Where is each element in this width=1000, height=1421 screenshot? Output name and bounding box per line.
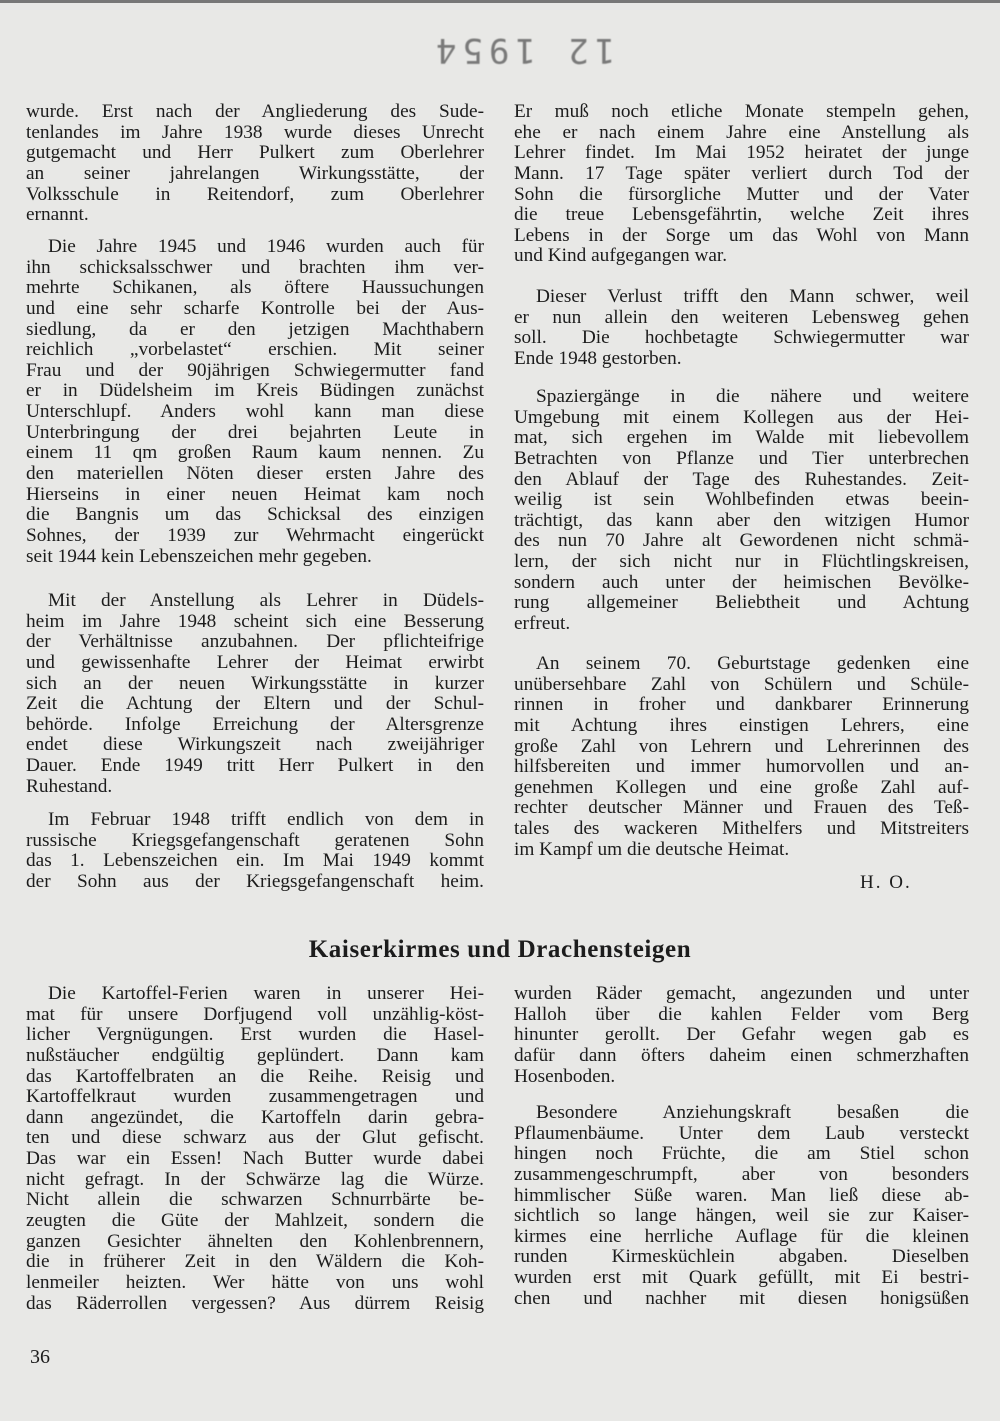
text-line: Dauer. Ende 1949 tritt Herr Pulkert in den	[26, 755, 484, 777]
text-line: mehrte Schikanen, als öftere Haussuchungen	[26, 277, 484, 299]
text-line: Unterbringung der drei bejahrten Leute in	[26, 421, 484, 443]
text-line: unübersehbare Zahl von Schülern und Schüle-	[514, 673, 969, 695]
text-line: Hosenboden.	[514, 1065, 616, 1087]
text-line: hinunter gerollt. Der Gefahr wegen gab es	[514, 1024, 969, 1046]
text-line: tenlandes im Jahre 1938 wurde dieses Unrecht	[26, 121, 484, 143]
text-line: behörde. Infolge Erreichung der Altersgrenze	[26, 713, 484, 735]
text-line: nicht gefragt. In der Schwärze lag die Würze.	[26, 1168, 484, 1190]
text-line: Spaziergänge in die nähere und weitere	[536, 386, 969, 407]
text-line: endet diese Wirkungszeit nach zweijähriger	[26, 734, 484, 756]
text-line: ernannt.	[26, 204, 89, 226]
text-line: Halloh über die kahlen Felder vom Berg	[514, 1003, 969, 1025]
text-line: einem 11 qm großen Raum kaum nennen. Zu	[26, 442, 484, 464]
paragraph	[26, 984, 484, 1314]
text-line: nußstäucher endgültig geplündert. Dann kam	[26, 1044, 484, 1066]
text-line: er in Düdelsheim im Kreis Büdingen zunächst	[26, 380, 484, 402]
text-line: hilfsbereiten und immer humorvollen und an-	[514, 756, 969, 778]
text-line: das Räderrollen vergessen? Aus dürrem Reisig	[26, 1292, 484, 1314]
text-line: an seiner jahrelangen Wirkungsstätte, der	[26, 162, 484, 184]
text-line: zusammengeschrumpft, aber von besonders	[514, 1163, 969, 1185]
text-line: zeugten die Güte der Mahlzeit, sondern die	[26, 1210, 484, 1232]
text-line: Mit der Anstellung als Lehrer in Düdels-	[48, 590, 484, 611]
text-line: Im Februar 1948 trifft endlich von dem in	[48, 809, 484, 830]
text-line: seit 1944 kein Lebenszeichen mehr gegeben.	[26, 545, 372, 567]
text-line: wurden erst mit Quark gefüllt, mit Ei bestri-	[514, 1267, 969, 1289]
text-line: lern, der sich nicht nur in Flüchtlingskreisen,	[514, 551, 969, 573]
text-line: Lehrer findet. Im Mai 1952 heiratet der junge	[514, 142, 969, 164]
paragraph	[26, 810, 484, 893]
text-line: hingen noch Früchte, die am Stiel schon	[514, 1143, 969, 1165]
text-line: trächtigt, das kann aber den witzigen Humor	[514, 509, 969, 531]
paragraph	[514, 654, 969, 860]
text-line: den materiellen Nöten dieser ersten Jahre des	[26, 463, 484, 485]
text-line: rung allgemeiner Beliebtheit und Achtung	[514, 592, 969, 614]
paragraph	[26, 237, 484, 567]
text-line: und Kind aufgegangen war.	[514, 245, 728, 267]
text-line: heim im Jahre 1948 scheint sich eine Besserung	[26, 610, 484, 632]
text-line: die Bangnis um das Schicksal des einzigen	[26, 504, 484, 526]
text-line: die in früherer Zeit in den Wäldern die Koh-	[26, 1251, 484, 1273]
paragraph	[514, 984, 969, 1087]
text-line: dann angezündet, die Kartoffeln darin gebra-	[26, 1106, 484, 1128]
text-line: Er muß noch etliche Monate stempeln gehen,	[514, 101, 969, 122]
text-line: rinnen in froher und dankbarer Erinnerung	[514, 694, 969, 716]
text-line: lenmeiler heizten. Wer hätte von uns wohl	[26, 1271, 484, 1293]
text-line: genehmen Kollegen und eine große Zahl auf-	[514, 776, 969, 798]
page-top-edge	[0, 0, 1000, 3]
text-line: Dieser Verlust trifft den Mann schwer, weil	[536, 286, 969, 307]
text-line: sichtlich so lange hängen, weil sie zur Kaiser-	[514, 1205, 969, 1227]
text-line: Hierseins in einer neuen Heimat kam noch	[26, 483, 484, 505]
paragraph	[514, 287, 969, 370]
text-line: Mann. 17 Tage später verliert durch Tod der	[514, 162, 969, 184]
text-line: Die Jahre 1945 und 1946 wurden auch für	[48, 236, 484, 257]
text-line: Volksschule in Reitendorf, zum Oberlehrer	[26, 183, 484, 205]
text-line: sich an der neuen Wirkungsstätte in kurzer	[26, 672, 484, 694]
paragraph	[514, 1103, 969, 1309]
text-line: Betrachten von Pflanze und Tier unterbrechen	[514, 447, 969, 469]
text-line: wurden Räder gemacht, angezunden und unter	[514, 983, 969, 1004]
text-line: Umgebung mit einem Kollegen aus der Hei-	[514, 406, 969, 428]
text-line: weilig ist sein Wohlbefinden etwas beein-	[514, 489, 969, 511]
text-line: gutgemacht und Herr Pulkert zum Oberlehrer	[26, 142, 484, 164]
text-line: mit Achtung ihres einstigen Lehrers, eine	[514, 714, 969, 736]
paragraph	[514, 102, 969, 267]
text-line: dafür dann öfters daheim einen schmerzhaften	[514, 1044, 969, 1066]
text-line: himmlischer Süße waren. Man ließ diese ab-	[514, 1184, 969, 1206]
text-line: runden Kirmesküchlein abgaben. Dieselben	[514, 1246, 969, 1268]
date-stamp: 12 1954	[430, 30, 616, 70]
text-line: kirmes eine herrliche Auflage für die kleinen	[514, 1225, 969, 1247]
text-line: Das war ein Essen! Nach Butter wurde dabei	[26, 1148, 484, 1170]
text-line: den Ablauf der Tage des Ruhestandes. Zeit-	[514, 468, 969, 490]
paragraph	[26, 591, 484, 797]
text-line: Pflaumenbäume. Unter dem Laub versteckt	[514, 1122, 969, 1144]
text-line: er nun allein den weiteren Lebensweg gehen	[514, 306, 969, 328]
text-line: sondern auch unter der heimischen Bevölke-	[514, 571, 969, 593]
text-line: Frau und der 90jährigen Schwiegermutter fand	[26, 359, 484, 381]
page-number: 36	[30, 1346, 50, 1368]
text-line: das 1. Lebenszeichen ein. Im Mai 1949 kommt	[26, 850, 484, 872]
text-line: erfreut.	[514, 613, 571, 635]
text-line: Zeit die Achtung der Eltern und der Schul-	[26, 693, 484, 715]
text-line: im Kampf um die deutsche Heimat.	[514, 838, 790, 860]
text-line: Besondere Anziehungskraft besaßen die	[536, 1102, 969, 1123]
text-line: große Zahl von Lehrern und Lehrerinnen des	[514, 735, 969, 757]
text-line: siedlung, da er den jetzigen Machthabern	[26, 318, 484, 340]
text-line: chen und nachher mit diesen honigsüßen	[514, 1287, 969, 1309]
text-line: Sohn die fürsorgliche Mutter und der Vater	[514, 183, 969, 205]
text-line: die treue Lebensgefährtin, welche Zeit ihres	[514, 204, 969, 226]
text-line: das Kartoffelbraten an die Reihe. Reisig und	[26, 1065, 484, 1087]
paragraph	[514, 387, 969, 635]
text-line: Kartoffelkraut wurden zusammengetragen und	[26, 1086, 484, 1108]
text-line: Nicht allein die schwarzen Schnurrbärte be-	[26, 1189, 484, 1211]
text-line: und eine sehr scharfe Kontrolle bei der Aus-	[26, 297, 484, 319]
article-title: Kaiserkirmes und Drachensteigen	[308, 936, 692, 963]
text-line: ehe er nach einem Jahre eine Anstellung als	[514, 121, 969, 143]
text-line: ten und diese schwarz aus der Glut gefischt.	[26, 1127, 484, 1149]
text-line: licher Vergnügungen. Erst wurden die Hasel-	[26, 1024, 484, 1046]
text-line: Sohnes, der 1939 zur Wehrmacht eingerückt	[26, 524, 484, 546]
text-line: der Sohn aus der Kriegsgefangenschaft heim.	[26, 870, 484, 892]
text-line: soll. Die hochbetagte Schwiegermutter war	[514, 327, 969, 349]
text-line: und gewissenhafte Lehrer der Heimat erwirbt	[26, 651, 484, 673]
text-line: ihn schicksalsschwer und brachten ihm ver-	[26, 256, 484, 278]
text-line: ganzen Gesichter ähnelten den Kohlenbrennern,	[26, 1230, 484, 1252]
text-line: tales des wackeren Mithelfers und Mitstreiters	[514, 818, 969, 840]
text-line: der Verhältnisse anzubahnen. Der pflichteifrige	[26, 631, 484, 653]
author-signature: H. O.	[860, 872, 912, 893]
text-line: Die Kartoffel-Ferien waren in unserer Hei-	[48, 983, 484, 1004]
text-line: An seinem 70. Geburtstage gedenken eine	[536, 653, 969, 674]
text-line: Ruhestand.	[26, 775, 113, 797]
text-line: des nun 70 Jahre alt Gewordenen nicht schmä-	[514, 530, 969, 552]
paragraph	[26, 102, 484, 226]
text-line: russische Kriegsgefangenschaft geratenen Sohn	[26, 829, 484, 851]
text-line: wurde. Erst nach der Angliederung des Sude-	[26, 101, 484, 122]
text-line: rechter deutscher Männer und Frauen des Teß-	[514, 797, 969, 819]
text-line: Lebens in der Sorge um das Wohl von Mann	[514, 224, 969, 246]
text-line: mat für unsere Dorfjugend voll unzählig-köst-	[26, 1003, 484, 1025]
text-line: mat, sich ergehen im Walde mit liebevollem	[514, 427, 969, 449]
text-line: reichlich „vorbelastet“ erschien. Mit seiner	[26, 339, 484, 361]
text-line: Unterschlupf. Anders wohl kann man diese	[26, 401, 484, 423]
text-line: Ende 1948 gestorben.	[514, 347, 682, 369]
